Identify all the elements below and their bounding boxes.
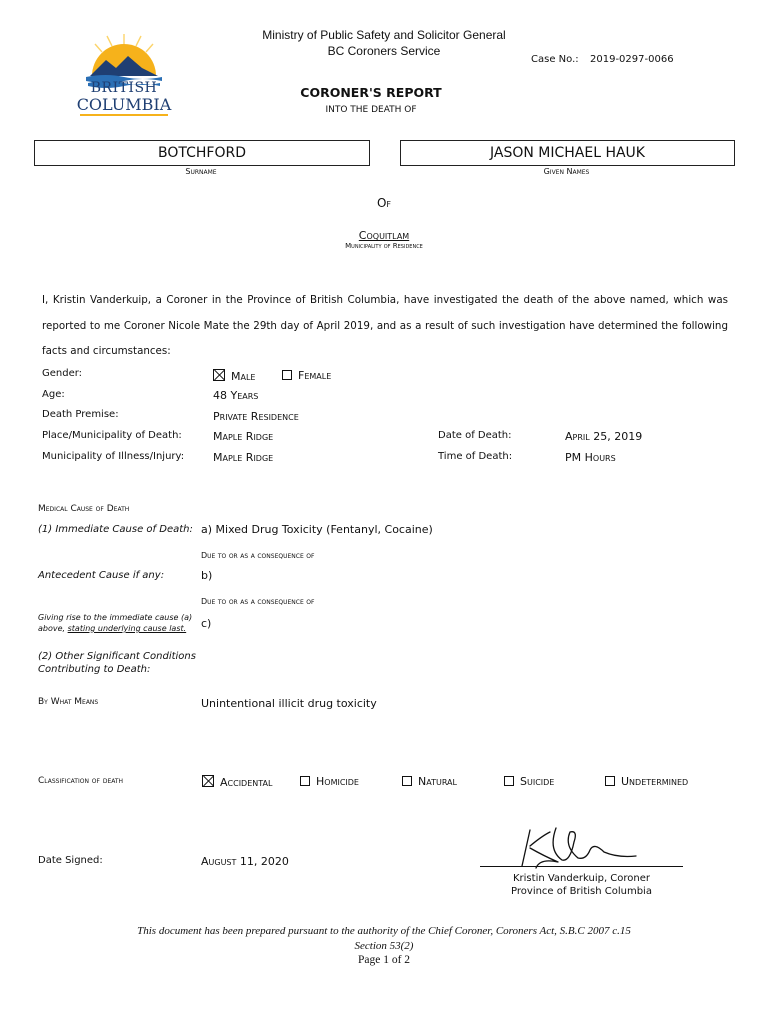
signature-line xyxy=(480,866,683,867)
accidental-label: Accidental xyxy=(220,776,273,789)
ministry-name: Ministry of Public Safety and Solicitor General xyxy=(262,28,506,42)
premise-value: Private Residence xyxy=(213,410,299,423)
case-label: Case No.: xyxy=(531,54,579,65)
giving-rise-text: above, xyxy=(38,624,68,633)
immediate-cause-label: (1) Immediate Cause of Death: xyxy=(38,524,193,535)
intro-paragraph: I, Kristin Vanderkuip, a Coroner in the Province of British Columbia, have investigated the death of the above named, which was reported to me Coroner Nicole Mate the 29th day of April 2019, and as a result of such investigation have determined the following facts and circumstances: xyxy=(42,294,728,357)
place-of-death-value: Maple Ridge xyxy=(213,430,274,443)
checkbox-empty-icon xyxy=(282,370,292,380)
surname-box: BOTCHFORD xyxy=(34,140,370,166)
classification-label: Classification of death xyxy=(38,776,124,786)
other-conditions-line-1: (2) Other Significant Conditions xyxy=(38,651,196,662)
giving-rise-line-2 xyxy=(38,623,192,634)
municipality-label: Municipality of Residence xyxy=(345,242,423,250)
homicide-label: Homicide xyxy=(316,775,359,788)
suicide-label: Suicide xyxy=(520,775,555,788)
underlying-cause-value: c) xyxy=(201,617,212,630)
signer-name: Kristin Vanderkuip, Coroner xyxy=(512,873,651,884)
checkbox-empty-icon xyxy=(300,776,310,786)
footer-section: Section 53(2) xyxy=(354,940,414,952)
signer-title: Province of British Columbia xyxy=(511,886,652,897)
time-of-death-value: PM Hours xyxy=(565,451,616,464)
giving-rise-line-1: Giving rise to the immediate cause (a) xyxy=(38,613,193,622)
date-of-death-value: April 25, 2019 xyxy=(565,430,643,443)
report-title: CORONER'S REPORT xyxy=(300,85,442,100)
given-names-box: JASON MICHAEL HAUK xyxy=(400,140,735,166)
other-conditions-label xyxy=(38,650,196,676)
checkbox-empty-icon xyxy=(504,776,514,786)
antecedent-cause-value: b) xyxy=(201,569,213,582)
given-names-label: Given Names xyxy=(543,167,590,176)
date-of-death-label: Date of Death: xyxy=(438,430,512,441)
age-value: 48 Years xyxy=(213,389,259,402)
municipality-value: Coquitlam xyxy=(358,229,410,242)
logo-word-british: BRITISH xyxy=(90,80,158,96)
medical-cause-heading: Medical Cause of Death xyxy=(38,504,130,514)
giving-rise-underlined: stating underlying cause last. xyxy=(67,624,187,633)
handwritten-signature xyxy=(500,822,650,872)
female-label: Female xyxy=(298,369,332,382)
means-value: Unintentional illicit drug toxicity xyxy=(201,697,377,710)
male-label: Male xyxy=(231,370,256,383)
gender-male-option xyxy=(213,369,255,383)
age-label: Age: xyxy=(42,389,65,400)
checkbox-checked-icon xyxy=(202,775,214,787)
classification-accidental xyxy=(202,775,272,789)
illness-municipality-value: Maple Ridge xyxy=(213,451,274,464)
due-to-2: Due to or as a consequence of xyxy=(201,597,315,606)
natural-label: Natural xyxy=(418,775,457,788)
classification-homicide xyxy=(300,775,359,788)
means-label: By What Means xyxy=(38,697,99,707)
report-subtitle: INTO THE DEATH OF xyxy=(325,105,417,115)
of-word: Of xyxy=(376,196,392,210)
classification-undetermined xyxy=(605,775,688,788)
giving-rise-label xyxy=(38,612,192,634)
surname-label: Surname xyxy=(185,167,217,176)
place-of-death-label: Place/Municipality of Death: xyxy=(42,430,182,441)
undetermined-label: Undetermined xyxy=(621,775,689,788)
page-number: Page 1 of 2 xyxy=(357,954,411,966)
illness-municipality-label: Municipality of Illness/Injury: xyxy=(42,451,185,462)
due-to-1: Due to or as a consequence of xyxy=(201,551,315,560)
checkbox-empty-icon xyxy=(605,776,615,786)
gender-label: Gender: xyxy=(42,368,83,379)
premise-label: Death Premise: xyxy=(42,409,119,420)
antecedent-cause-label: Antecedent Cause if any: xyxy=(38,570,165,581)
checkbox-empty-icon xyxy=(402,776,412,786)
time-of-death-label: Time of Death: xyxy=(438,451,513,462)
logo-word-columbia: COLUMBIA xyxy=(76,95,172,114)
service-name: BC Coroners Service xyxy=(327,44,441,58)
date-signed-label: Date Signed: xyxy=(38,855,103,866)
checkbox-checked-icon xyxy=(213,369,225,381)
classification-natural xyxy=(402,775,457,788)
classification-suicide xyxy=(504,775,554,788)
case-number: 2019-0297-0066 xyxy=(590,54,674,65)
immediate-cause-value: a) Mixed Drug Toxicity (Fentanyl, Cocaine) xyxy=(201,523,433,536)
date-signed-value: August 11, 2020 xyxy=(201,855,289,868)
footer-authority: This document has been prepared pursuant to the authority of the Chief Coroner, Coroners Act, S.B.C 2007 c.15 xyxy=(137,925,631,937)
other-conditions-line-2: Contributing to Death: xyxy=(38,664,151,675)
gender-female-option xyxy=(282,369,331,382)
